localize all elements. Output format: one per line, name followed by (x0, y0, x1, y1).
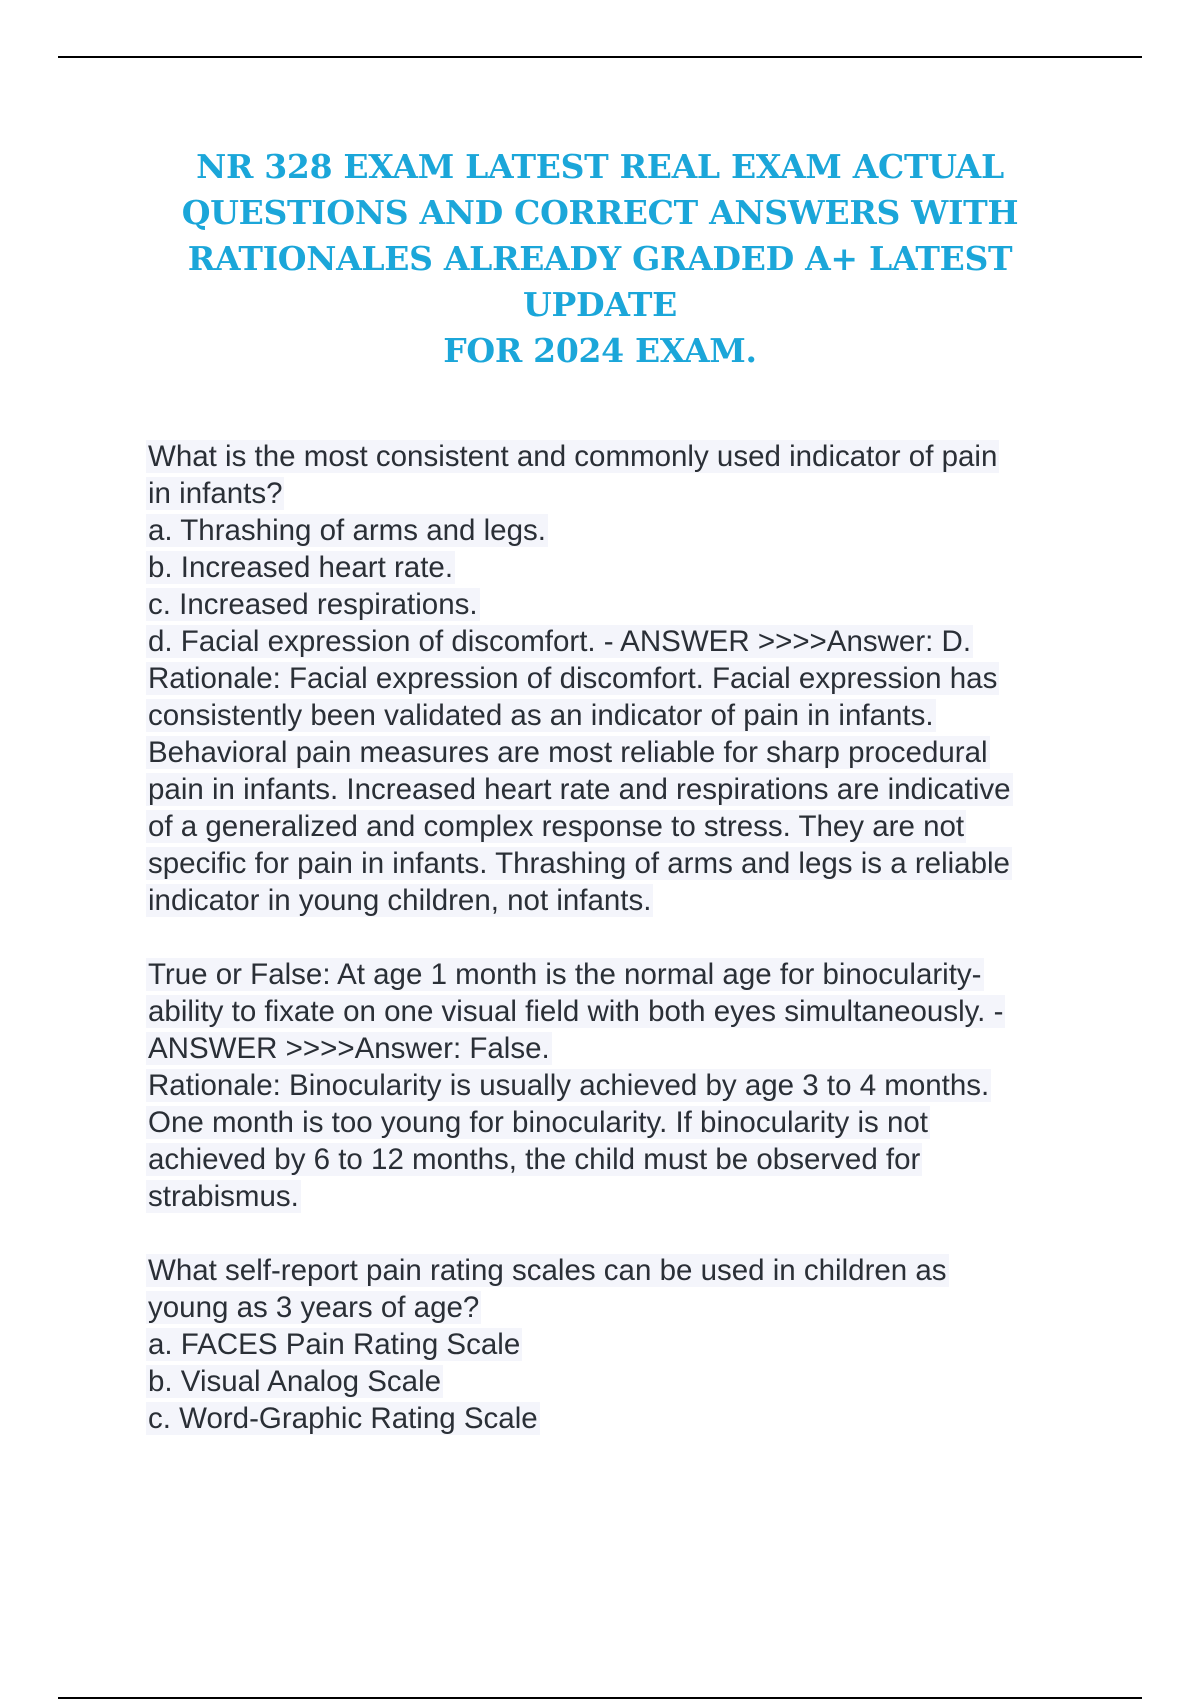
bottom-rule (58, 1697, 1142, 1699)
rationale-line: Rationale: Binocularity is usually achieved by age 3 to 4 months. (148, 1069, 990, 1102)
document-title (120, 144, 1080, 374)
answer-option: c. Increased respirations. (148, 588, 478, 621)
answer-line: ANSWER >>>>Answer: False. (148, 1032, 550, 1065)
question-text-line: True or False: At age 1 month is the normal age for binocularity- (148, 958, 982, 991)
rationale-line: specific for pain in infants. Thrashing of arms and legs is a reliable (148, 847, 1010, 880)
rationale-line: Behavioral pain measures are most reliable for sharp procedural (148, 736, 988, 769)
question-text-line: What is the most consistent and commonly used indicator of pain (148, 440, 998, 473)
answer-option: c. Word-Graphic Rating Scale (148, 1402, 538, 1435)
question-text-line: young as 3 years of age? (148, 1291, 480, 1324)
answer-option: a. FACES Pain Rating Scale (148, 1328, 521, 1361)
question-text-line: in infants? (148, 477, 283, 510)
question-text-line: What self-report pain rating scales can be used in children as (148, 1254, 947, 1287)
title-line: QUESTIONS AND CORRECT ANSWERS WITH (181, 193, 1019, 232)
rationale-line: pain in infants. Increased heart rate and respirations are indicative (148, 773, 1011, 806)
question-block-1 (146, 438, 1106, 919)
rationale-line: of a generalized and complex response to stress. They are not (148, 810, 965, 843)
answer-option: a. Thrashing of arms and legs. (148, 514, 546, 547)
top-rule (58, 56, 1142, 58)
rationale-line: achieved by 6 to 12 months, the child must be observed for (148, 1143, 921, 1176)
question-block-3 (146, 1252, 1106, 1437)
title-line: NR 328 EXAM LATEST REAL EXAM ACTUAL (196, 147, 1004, 186)
answer-option: d. Facial expression of discomfort. - ANSWER >>>>Answer: D. (148, 625, 972, 658)
title-line: RATIONALES ALREADY GRADED A+ LATEST UPDATE (187, 239, 1013, 324)
rationale-line: strabismus. (148, 1180, 299, 1213)
rationale-line: Rationale: Facial expression of discomfort. Facial expression has (148, 662, 998, 695)
answer-option: b. Visual Analog Scale (148, 1365, 442, 1398)
answer-option: b. Increased heart rate. (148, 551, 454, 584)
rationale-line: consistently been validated as an indicator of pain in infants. (148, 699, 934, 732)
paragraph-gap (146, 1215, 1106, 1252)
title-line: FOR 2024 EXAM. (443, 331, 757, 370)
question-text-line: ability to fixate on one visual field with both eyes simultaneously. - (148, 995, 1004, 1028)
document-body (146, 438, 1106, 1437)
paragraph-gap (146, 919, 1106, 956)
question-block-2 (146, 956, 1106, 1215)
rationale-line: indicator in young children, not infants. (148, 884, 652, 917)
rationale-line: One month is too young for binocularity. If binocularity is not (148, 1106, 928, 1139)
